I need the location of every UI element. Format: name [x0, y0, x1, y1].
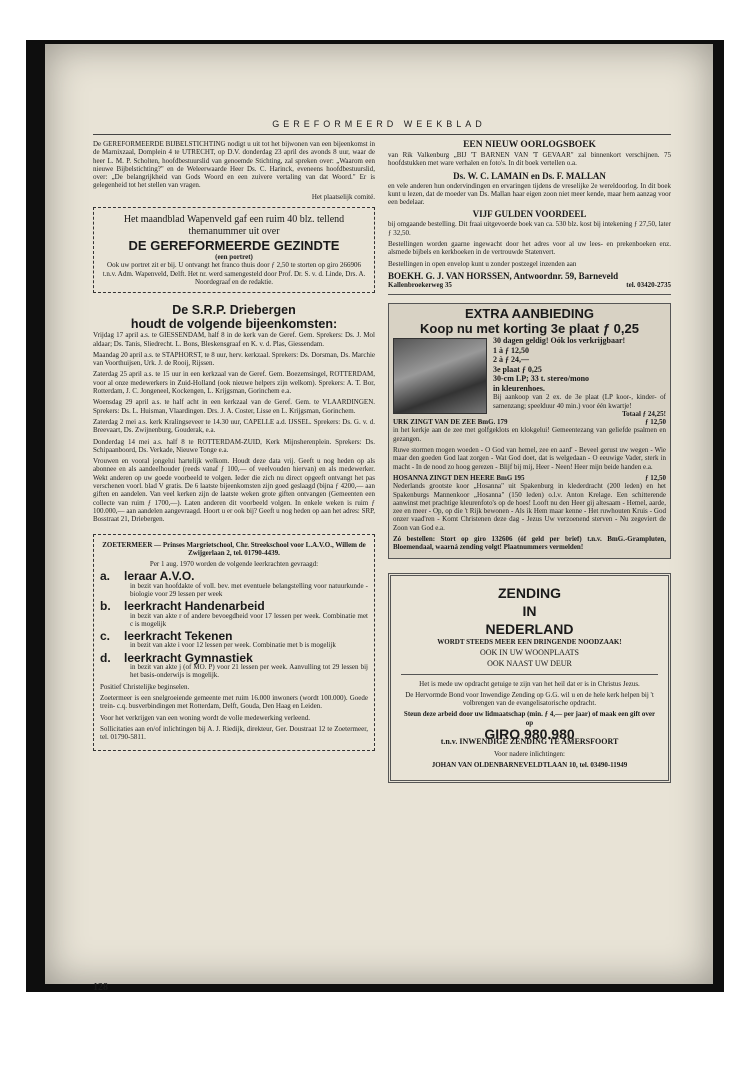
publisher-name: BOEKH. G. J. VAN HORSSEN, Antwoordnr. 59, Barneveld: [388, 270, 619, 281]
page-number: 128: [93, 982, 108, 993]
zending-p2: De Hervormde Bond voor Inwendige Zending op G.G. wil u en de hele kerk helpen bij 't volbrengen van de evangelisatorische opdracht.: [405, 690, 654, 708]
extra-l6: in kleurenhoes.: [493, 383, 545, 393]
zoetermeer-p2: Zoetermeer is een snelgroeiende gemeente met ruim 16.000 inwoners (wordt 100.000). Goede trein- c.q. busverbindingen met Rotterdam, Delft, Gouda, Den Haag en Leiden.: [100, 693, 368, 711]
comite-signature: Het plaatselijk comité.: [311, 192, 375, 201]
urk-title-row: [393, 418, 666, 426]
extra-l1: 30 dagen geldig! Oók los verkrijgbaar!: [493, 336, 626, 346]
section-rule: [388, 294, 671, 295]
srp-item: Maandag 20 april a.s. te STAPHORST, te 8 uur, herv. kerkzaal. Sprekers: Ds. Dorsman, Ds. Marchie van Voorthuijsen, Urk. J. de Rooij, Rijssen.: [93, 350, 376, 368]
hosanna-price: ƒ 12,50: [645, 473, 666, 482]
wapenveld-sub: (een portret): [215, 253, 253, 262]
urk-title: URK ZINGT VAN DE ZEE BmG. 179: [393, 418, 508, 427]
publisher-address: Kallenbroekerweg 35: [388, 280, 452, 289]
order-instructions: Zó bestellen: Stort op giro 132606 (óf geld per brief) t.n.v. BmG.-Grampluten, Bloemendaal, waarná zending volgt! Plaatnummers vermelden!: [393, 535, 666, 552]
urk-songs: Ruwe stormen mogen woeden - O God van hemel, zee en aard' - Beveel gerust uw wegen - Wie maar den goeden God laat zorgen - Wat God doet, dat is welgedaan - O eeuwige Vader, sterk in macht - In de nood zo hoog gerezen - Blijf bij mij, Heer - Neen! Heer mijn beide handen e.a.: [393, 446, 666, 471]
oorlogsboek-p4: Bestellingen worden gaarne ingewacht door het adres voor al uw lees- en prekenboeken enz. alsmede bijbels en kerkboeken in de vertrouwde Statenvert.: [388, 240, 671, 257]
zending-rule: [401, 674, 658, 675]
extra-subtitle: Koop nu met korting 3e plaat ƒ 0,25: [420, 321, 639, 337]
zending-info: Voor nadere inlichtingen:: [493, 749, 566, 758]
zending-sub: WORDT STEEDS MEER EEN DRINGENDE NOODZAAK!: [437, 637, 622, 646]
srp-item: Zaterdag 2 mei a.s. kerk Kralingseveer te 14.30 uur, CAPELLE a.d. IJSSEL. Sprekers: Ds. G. v. d. Breevaart, Ds. Zwijnenburg, Gouderak, e.a.: [93, 417, 375, 435]
zending-l2: OOK NAAST UW DEUR: [487, 659, 572, 669]
zoetermeer-ad: [93, 534, 375, 752]
wapenveld-ad: [93, 207, 375, 293]
zending-p1: Het is mede uw opdracht getuige te zijn van het heil dat er is in Christus Jezus.: [419, 679, 640, 688]
srp-item: Zaterdag 25 april a.s. te 15 uur in een kerkzaal van de Geref. Gem. Boezemsingel, ROTTERDAM, voor al onze medewerkers in Zuid-Holland (ook nieuwe helpers zijn welkom). Sprekers: A. T. Bor, Rotterdam, J. C. Jongeneel, Kockengen, L. Krijgsman, Gorinchem e.a.: [93, 370, 375, 396]
oorlogsboek-vijf: VIJF GULDEN VOORDEEL: [472, 209, 587, 220]
extra-l5: 30-cm LP; 33 t. stereo/mono: [493, 374, 590, 384]
wapenveld-title: DE GEREFORMEERDE GEZINDTE: [128, 238, 340, 254]
srp-title-1: De S.R.P. Driebergen: [172, 303, 296, 318]
left-column: [93, 140, 375, 757]
extra-total: Totaal ƒ 24,25!: [622, 409, 666, 418]
zending-h2: IN: [522, 602, 537, 619]
zoetermeer-head: ZOETERMEER — Prinses Margrietschool, Chr. Streekschool voor L.A.V.O., Willem de Zwijgerlaan 2, tel. 01790-4439.: [102, 540, 366, 557]
extra-l2: 1 à ƒ 12,50: [493, 345, 529, 355]
vacancy-c-desc: in bezit van akte i voor 12 lessen per week. Combinatie met b is mogelijk: [130, 641, 336, 650]
bijbelstichting-notice: De GEREFORMEERDE BIJBELSTICHTING nodigt u uit tot het bijwonen van een bijeenkomst in de Marnixzaal, Domplein 4 te UTRECHT, op D.V. donderdag 23 april des avonds 8 uur, waar de heer L. M. P. Scholten, hoofdbestuurslid van genoemde Stichting, zal spreken over: „Waarom een nieuwe Bijbelstichting?" en de Weleerwaarde Heer Ds. C. Harinck, eveneens hoofdbestuurslid, over: „De belangrijkheid van Gods Woord en een zuivere vertaling van dat Woord." Er is gelegenheid tot het stellen van vragen.: [93, 140, 375, 190]
zending-ad: [388, 573, 671, 784]
oorlogsboek-p3: bij omgaande bestelling. Dit fraai uitgevoerde boek van ca. 530 blz. kost bij intekening ƒ 27,50, later ƒ 32,50.: [388, 220, 671, 237]
publisher-tel: tel. 03420-2735: [626, 280, 671, 289]
extra-l4: 3e plaat ƒ 0,25: [493, 364, 542, 374]
zoetermeer-p4: Sollicitaties aan en/of inlichtingen bij A. J. Riedijk, direkteur, Ger. Doustraat 12 te Zoetermeer, tel. 01790-5811.: [100, 724, 368, 742]
zoetermeer-intro: Per 1 aug. 1970 worden de volgende leerkrachten gevraagd:: [149, 560, 319, 569]
publisher-address-row: [388, 281, 671, 289]
wapenveld-body: Ook uw portret zit er bij. U ontvangt het franco thuis door ƒ 2,50 te storten op giro 266906 t.n.v. Adm. Wapenveld, Delft. Het nr. werd samengesteld door Prof. Dr. S. v. d. Linde, Drs. A. Noordegraaf en de redaktie.: [102, 261, 366, 286]
hosanna-title: HOSANNA ZINGT DEN HEERE BmG 195: [393, 473, 525, 482]
zending-p3: Steun deze arbeid door uw lidmaatschap (min. ƒ 4,— per jaar) of maak een gift over op: [403, 710, 656, 727]
newspaper-page: [45, 44, 713, 993]
extra-l7: Bij aankoop van 2 ex. de 3e plaat (LP koor-, kinder- of samenzang; speelduur 40 min.) voor één kwartje!: [493, 393, 666, 410]
srp-item: Woensdag 29 april a.s. te half acht in een kerkzaal van de Geref. Gem. te VLAARDINGEN. Sprekers: Ds. L. Huisman, Vlaardingen. Drs. J. A. Coster, Lisse en L. Krijgsman, Gorinchem.: [93, 398, 375, 415]
srp-item: Vrouwen en vooral jongelui hartelijk welkom. Houdt deze data vrij. Geeft u nog heden op als abonnee en als aandeelhouder (reeds vanaf ƒ 100,— of veelvouden hiervan) en als medewerker. Wekt anderen op uw goede voorbeeld te volgen. Ieder die zich nu direct opgeeft ontvangt het pas verschenen voorl. blad V gratis. De 6 laatste bijeenkomsten zijn goed geslaagd (bijna ƒ 4200,— aan giften en aandelen. Van veel kerken zijn de laatste weken grote giften ontvangen (Gemeenten een collecte van ruim ƒ 1700,—). Laten anderen dit voorbeeld volgen. In enkele weken is ruim ƒ 100.000,— aan aandelen aangevraagd. Hoort u er ook bij? Geeft u nog heden op aan het adres: SRP, Bosstraat 21, Driebergen.: [93, 457, 375, 524]
zending-h1: ZENDING: [498, 584, 561, 601]
oorlogsboek-names: Ds. W. C. LAMAIN en Ds. F. MALLAN: [453, 170, 606, 181]
vacancy-a: a. leraar A.V.O.: [100, 569, 195, 584]
hosanna-desc: Nederlands grootste koor „Hosanna" uit Spakenburg in klederdracht (200 leden) en het Spakenburgs Mannenkoor „Hosanna" (150 leden) o.l.v. Anton Krelage. Een schitterende aanwinst met prachtige kleurenfoto's op de hoes! Looft nu den Heer gij altesaam - Hemel, aarde, zee en meer - Op, op die 't Rijk bewonen - Als ik Hem maar kenne - Het ruwhouten Kruis - God onzer vaad'ren - Komt Christenen deze dag - Jezus Uw verzoenend sterven - Nu zegeviert de Zoon van God e.a.: [393, 482, 666, 532]
vacancy-a-desc: in bezit van hoofdakte of voll. bev. met eventuele belangstelling voor natuurkunde - biologie voor 29 lessen per week: [130, 581, 368, 598]
zoetermeer-p3: Voor het verkrijgen van een woning wordt de volle medewerking verleend.: [100, 713, 310, 722]
zending-l1: OOK IN UW WOONPLAATS: [479, 647, 580, 657]
choir-photo: [393, 338, 487, 414]
srp-item: Vrijdag 17 april a.s. te GIESSENDAM, half 8 in de kerk van de Geref. Gem. Sprekers: Ds. J. Mol aldaar; Ds. Tanis, Sliedrecht. L. Bons, Bleskensgraaf en K. v. d. Plas, Giessendam.: [93, 331, 375, 348]
vacancy-b-desc: in bezit van akte r of andere bevoegdheid voor 17 lessen per week. Combinatie met c is mogelijk: [130, 611, 368, 628]
vacancy-c: c. leerkracht Tekenen: [100, 629, 233, 644]
vacancy-b: b. leerkracht Handenarbeid: [100, 599, 265, 614]
srp-title-2: houdt de volgende bijeenkomsten:: [130, 317, 338, 332]
oorlogsboek-title: EEN NIEUW OORLOGSBOEK: [463, 140, 596, 150]
srp-item: Donderdag 14 mei a.s. half 8 te ROTTERDAM-ZUID, Kerk Mijnsherenplein. Sprekers: Ds. Schipaanboord, Ds. Verkade, Nieuwe Tonge e.a.: [93, 437, 375, 454]
urk-desc: in het kerkje aan de zee met golfgeklots en klokgelui! Gemeentezang van geliefde psalmen en gezangen.: [393, 426, 666, 443]
zending-addr: JOHAN VAN OLDENBARNEVELDTLAAN 10, tel. 03490-11949: [431, 760, 628, 769]
zoetermeer-p1: Positief Christelijke beginselen.: [100, 682, 190, 691]
oorlogsboek-p2: en vele anderen hun ondervindingen en ervaringen tijdens de vreselijke 2e wereldoorlog. In dit boek kunt u lezen, dat de moeder van Ds. Mallan haar eigen zoon niet meer kende, maar hem aanzag voor een bedelaar.: [388, 181, 671, 207]
oorlogsboek-p5: Bestellingen in open envelop kunt u zonder postzegel inzenden aan: [388, 259, 577, 268]
wapenveld-line: Het maandblad Wapenveld gaf een ruim 40 blz. tellend themanummer uit over: [123, 214, 345, 238]
vacancy-d: d. leerkracht Gymnastiek: [100, 650, 253, 665]
hosanna-title-row: [393, 474, 666, 482]
giro-number: GIRO 980.980: [484, 725, 575, 742]
urk-price: ƒ 12,50: [645, 418, 666, 427]
page-header: GEREFORMEERD WEEKBLAD: [272, 119, 486, 129]
zending-h3: NEDERLAND: [485, 620, 574, 637]
extra-title: EXTRA AANBIEDING: [464, 306, 595, 322]
header-rule: [93, 134, 671, 135]
oorlogsboek-p1: van Rik Valkenburg „BIJ 'T BARNEN VAN 'T GEVAAR" zal binnenkort verschijnen. 75 hoofdstukken met ware verhalen en foto's. In dit boek vertellen o.a.: [388, 151, 671, 168]
zending-tnv: t.n.v. INWENDIGE ZENDING TE AMERSFOORT: [440, 737, 619, 747]
vacancy-d-desc: in bezit van akte j (of MO. P) voor 21 lessen per week. Aanvulling tot 29 lessen bij het basis-onderwijs is mogelijk.: [130, 663, 368, 680]
extra-l3: 2 à ƒ 24,—: [493, 355, 529, 365]
extra-aanbieding-ad: [388, 303, 671, 558]
right-column: [388, 140, 671, 783]
